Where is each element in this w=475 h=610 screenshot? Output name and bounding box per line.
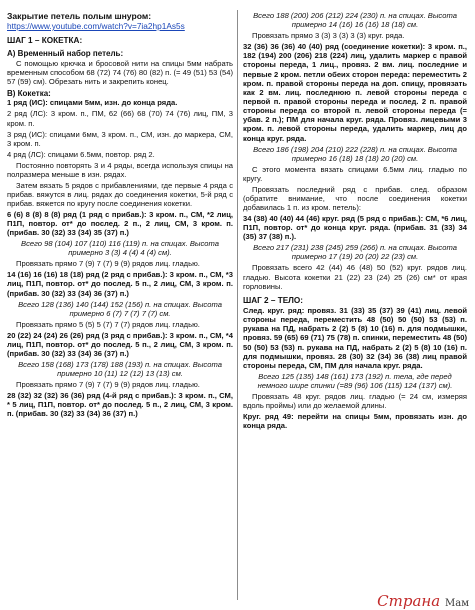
straight-2: Провязать прямо 5 (5) 5 (7) 7 (7) рядов лиц. гладью. <box>16 319 200 329</box>
cast-on-text: С помощью крючка и бросовой нити на спицы 5мм набрать временным способом 68 (72) 74 (76) 80 (82) п. (= 49 (51) 53 (54) 57 (59) см). Обрезать нить и закрепить конец. <box>7 58 233 86</box>
total-4: Всего 188 (200) 206 (212) 224 (230) п. на спицах. Высота примерно 14 (16) 16 (16) 18 (18) см. <box>253 11 457 30</box>
straight-4: Провязать прямо 3 (3) 3 (3) 3 (3) круг. ряда. <box>252 31 405 41</box>
increase-row-2: 14 (16) 16 (16) 18 (18) ряд (2 ряд с прибав.): 3 кром. п., СМ, *3 лиц, П1П, повтор. от* до послед. 5 п., 2 лиц, СМ, 3 кром. п. (прибав. 30 (32) 33 (34) 36 (37) п.) <box>7 270 233 298</box>
total-1: Всего 98 (104) 107 (110) 116 (119) п. на спицах. Высота примерно 3 (3) 4 (4) 4 (4) см). <box>21 239 219 258</box>
increase-row-1: 6 (6) 8 (8) 8 (8) ряд (1 ряд с прибав.): 3 кром. п., СМ, *2 лиц, П1П, повтор. от* до послед. 2 п., 2 лиц, СМ, 3 кром. п. (прибав. 30 (32) 33 (34) 35 (37) п.) <box>7 209 233 238</box>
step1-heading: ШАГ 1 – КОКЕТКА: <box>7 36 83 45</box>
bind-off-title: Закрытие петель полым шнуром: <box>7 11 152 21</box>
row-1: 1 ряд (ИС): спицами 5мм, изн. до конца ряда. <box>7 98 178 108</box>
row-3: 3 ряд (ИС): спицами 6мм, 3 кром. п., СМ, изн. до маркера, СМ, 3 кром. п. <box>7 129 233 148</box>
section-b-heading: В) Кокетка: <box>7 88 51 98</box>
total-5: Всего 186 (198) 204 (210) 222 (228) п. на спицах. Высота примерно 16 (18) 18 (18) 20 (20) см. <box>253 144 457 163</box>
round-knitting-text: С этого момента вязать спицами 6.5мм лиц. гладью по кругу. <box>243 164 467 183</box>
video-link[interactable]: https://www.youtube.com/watch?v=7ia2hp1As5s <box>7 21 185 31</box>
site-watermark-logo <box>377 591 469 610</box>
row-4: 4 ряд (ЛС): спицами 6.5мм, повтор. ряд 2. <box>7 149 155 159</box>
watermark-name: Страна <box>377 591 441 610</box>
row-2: 2 ряд (ЛС): 3 кром. п., ПМ, 62 (66) 68 (70) 74 (76) лиц, ПМ, 3 кром. п. <box>7 109 233 128</box>
increase-row-4: 28 (32) 32 (32) 36 (36) ряд (4-й ряд с прибав.): 3 кром. п., СМ, * 5 лиц, П1П, повтор. от* до послед. 5 п., 2 лиц, СМ, 3 кром. п. (прибав. 30 (32) 33 (34) 36 (37) п.) <box>7 390 233 419</box>
last-increase-intro: Провязать последний ряд с прибав. след. образом (обратите внимание, что после соединения кокетки добавилась 1 п. из кром. петель): <box>243 184 467 213</box>
watermark-sub: Мам <box>445 597 469 609</box>
repeat-text: Постоянно повторять 3 и 4 ряды, всегда используя спицы на полразмера меньше в изн. рядах. <box>7 160 233 179</box>
increase-row-3: 20 (22) 24 (24) 26 (26) ряд (3 ряд с прибав.): 3 кром. п., СМ, *4 лиц, П1П, повтор. от* до послед. 5 п., 2 лиц, СМ, 3 кром. п. (прибав. 30 (32) 33 (34) 36 (37) п.) <box>7 330 233 358</box>
step2-heading: ШАГ 2 – ТЕЛО: <box>243 295 304 305</box>
straight-3: Провязать прямо 7 (9) 7 (7) 9 (9) рядов лиц. гладью. <box>16 380 200 389</box>
yoke-total-text: Провязать всего 42 (44) 46 (48) 50 (52) круг. рядов лиц. гладью. Высота кокетки 21 (22) 23 (24) 25 (26) см* от края горловины. <box>243 263 467 291</box>
increase-row-5: 34 (38) 40 (40) 44 (46) круг. ряд (5 ряд с прибав.): СМ, *6 лиц, П1П, повтор. от* до конца круг. ряда. (прибав. 31 (33) 34 (35) 37 (38) п.). <box>243 214 467 242</box>
yoke-join-row: 32 (36) 36 (36) 40 (40) ряд (соединение кокетки): 3 кром. п., 182 (194) 200 (206) 218 (224) лиц, удалить маркер с правой стороны переда, 1 лиц., провяз. 2 вм. лиц. последние и первые 2 кром. петли обеих сторон переда: переместить 2 кром. п. правой стороны переда на доп. спицу, провязать как 2 вм. лиц. последнюю п. левой стороны переда с первой п. правой стороны переда и послед. 2 п. правой стороны переда со второй п. левой стороны переда (= убав. 2 п.); ПМ для начала круг. ряда. Провяз. лицевыми 3 кром. п. левой стороны переда, удалить маркер, лиц до конца круг. ряда. <box>243 42 467 143</box>
total-7: Всего 125 (135) 148 (161) 173 (192) п. тела, где перед немного шире спинки (=89 (96) 106 (115) 124 (137) см). <box>257 371 453 390</box>
right-column <box>243 11 467 432</box>
section-a-heading: А) Временный набор петель: <box>7 49 124 58</box>
straight-1: Провязать прямо 7 (9) 7 (7) 9 (9) рядов лиц. гладью. <box>16 259 200 269</box>
column-divider <box>237 10 238 600</box>
body-next-row: След. круг. ряд: провяз. 31 (33) 35 (37) 39 (41) лиц. левой стороны переда, переместить 48 (50) 50 (50) 53 (53) п. рукава на ПД, набрать 2 (2) 5 (8) 10 (16) п. для подмышки, провяз. 59 (65) 69 (71) 75 (78) п. спинки, переместить 48 (50) 50 (50) 53 (53) п. рукава на ПД, набрать 2 (2) 5 (8) 10 (16) п. для подмышки, провяз. 28 (30) 32 (34) 36 (38) лиц правой стороны переда, СМ, ПМ для начала круг. ряда. <box>243 305 467 370</box>
total-3: Всего 158 (168) 173 (178) 188 (193) п. на спицах. Высота примерно 10 (11) 12 (12) 13 (13) см. <box>18 359 222 379</box>
total-2: Всего 128 (136) 140 (144) 152 (156) п. на спицах. Высота примерно 6 (7) 7 (7) 7 (7) см. <box>18 299 222 318</box>
increase-intro: Затем вязать 5 рядов с прибавлениями, где первые 4 ряда с прибав. вяжутся в лиц. рядах до соединения кокетки, 5-й ряд с прибав. вяжется по кругу после соединения кокетки. <box>7 180 233 209</box>
total-6: Всего 217 (231) 238 (245) 259 (266) п. на спицах. Высота примерно 17 (19) 20 (20) 22 (23) см. <box>253 243 457 262</box>
body-length-text: Провязать 48 круг. рядов лиц. гладью (= 24 см, измеряя вдоль проймы) или до желаемой длины. <box>243 391 467 411</box>
left-column <box>7 11 233 420</box>
round-row-49: Круг. ряд 49: перейти на спицы 5мм, провязать изн. до конца ряда. <box>243 412 467 431</box>
